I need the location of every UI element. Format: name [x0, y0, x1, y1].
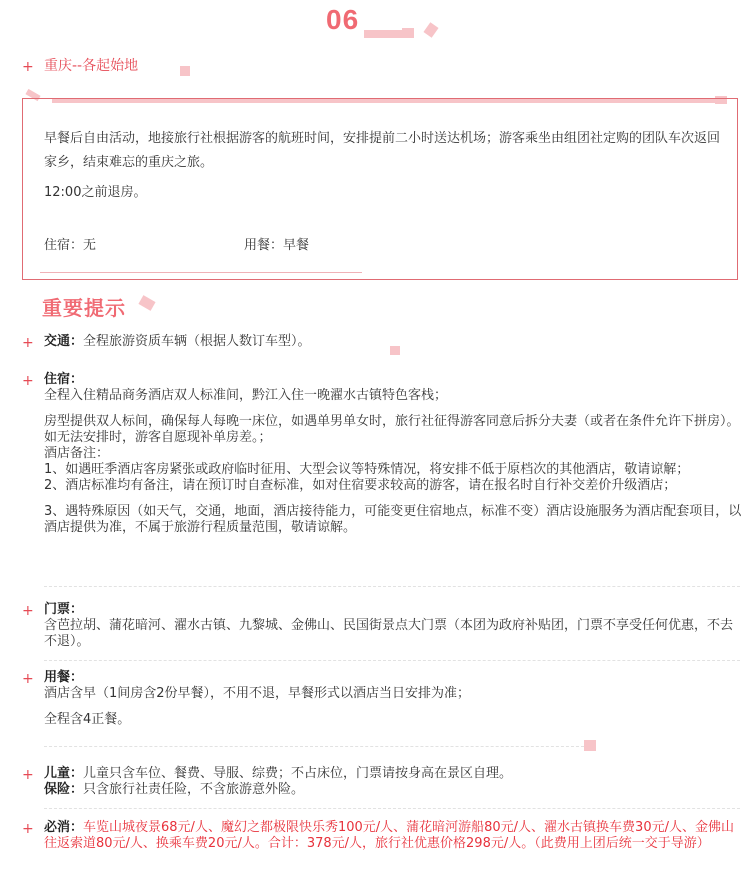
- day-number: 06: [326, 4, 360, 35]
- day-description: 早餐后自由活动，地接旅行社根据游客的航班时间，安排提前二小时送达机场；游客乘坐由组团社定购的团队车次返回家乡，结束难忘的重庆之旅。: [44, 131, 721, 170]
- lodging-line: 3、遇特殊原因（如天气，交通，地面，酒店接待能力，可能变更住宿地点，标准不变）酒店设施服务为酒店配套项目，以酒店提供为准，不属于旅游行程质量范围，敬请谅解。: [44, 504, 742, 535]
- lodging-value: 无: [83, 238, 97, 253]
- lodging-notes-label: 住宿：: [44, 372, 84, 387]
- insurance-label: 保险：: [44, 782, 84, 797]
- divider: [44, 586, 740, 587]
- mandatory-text: 车览山城夜景68元/人、魔幻之都极限快乐秀100元/人、蒲花暗河游船80元/人、濯水古镇换车费30元/人、金佛山往返索道80元/人、换乘车费20元/人。合计：378元/人，旅行社优惠价格298元/人。（此费用上团后统一交于导游）: [44, 820, 734, 851]
- plus-icon: +: [22, 767, 34, 783]
- divider: [40, 272, 362, 273]
- transport-text: 全程旅游资质车辆（根据人数订车型）。: [83, 334, 311, 349]
- tickets-label: 门票：: [44, 602, 84, 617]
- plus-icon: +: [22, 373, 34, 389]
- mandatory-section: [44, 820, 742, 852]
- divider: [44, 746, 584, 747]
- lodging-section: [44, 372, 742, 536]
- meals-line: 全程含4正餐。: [44, 712, 131, 727]
- transport-label: 交通：: [44, 334, 84, 349]
- lodging-label: 住宿：: [44, 238, 84, 253]
- decor-block: [402, 28, 414, 38]
- plus-icon: +: [22, 671, 34, 687]
- tickets-text: 含芭拉胡、蒲花暗河、濯水古镇、九黎城、金佛山、民国街景点大门票（本团为政府补贴团，门票不享受任何优惠，不去不退）。: [44, 618, 734, 649]
- plus-icon: +: [22, 821, 34, 837]
- insurance-text: 只含旅行社责任险，不含旅游意外险。: [83, 782, 305, 797]
- lodging-line: 全程入住精品商务酒店双人标准间，黔江入住一晚濯水古镇特色客栈；: [44, 388, 448, 403]
- decor-block: [584, 740, 596, 751]
- lodging-line: 酒店备注：: [44, 446, 110, 461]
- mandatory-label: 必消：: [44, 820, 84, 835]
- meals-section: [44, 670, 742, 728]
- day-title: 重庆--各起始地: [44, 58, 139, 74]
- plus-icon: +: [22, 335, 34, 351]
- transport-section: [44, 334, 734, 350]
- meals-summary: [244, 234, 309, 258]
- plus-icon: +: [22, 603, 34, 619]
- decor-block: [423, 22, 438, 38]
- divider: [44, 808, 740, 809]
- lodging-line: 1、如遇旺季酒店客房紧张或政府临时征用、大型会议等特殊情况，将安排不低于原档次的其他酒店，敬请谅解；: [44, 462, 690, 477]
- divider: [44, 660, 740, 661]
- plus-icon: +: [22, 59, 34, 75]
- notes-title: 重要提示: [42, 296, 126, 320]
- meals-line: 酒店含早（1间房含2份早餐），不用不退，早餐形式以酒店当日安排为准；: [44, 686, 471, 701]
- children-text: 儿童只含车位、餐费、导服、综费；不占床位，门票请按身高在景区自理。: [83, 766, 513, 781]
- lodging-line: 房型提供双人标间，确保每人每晚一床位，如遇单男单女时，旅行社征得游客同意后拆分夫妻（或者在条件允许下拼房）。如无法安排时，游客自愿现补单房差。；: [44, 414, 740, 445]
- decor-block: [138, 295, 155, 311]
- children-label: 儿童：: [44, 766, 84, 781]
- decor-block: [180, 66, 190, 76]
- decor-block: [364, 30, 402, 38]
- checkout-note: 12:00之前退房。: [44, 185, 147, 200]
- lodging-summary: [44, 234, 96, 258]
- tickets-section: [44, 602, 742, 650]
- meals-value: 早餐: [283, 238, 310, 253]
- meals-notes-label: 用餐：: [44, 670, 84, 685]
- children-insurance-section: [44, 766, 742, 798]
- lodging-line: 2、酒店标准均有备注，请在预订时自查标准，如对住宿要求较高的游客，请在报名时自行补交差价升级酒店；: [44, 478, 677, 493]
- meals-label: 用餐：: [244, 238, 284, 253]
